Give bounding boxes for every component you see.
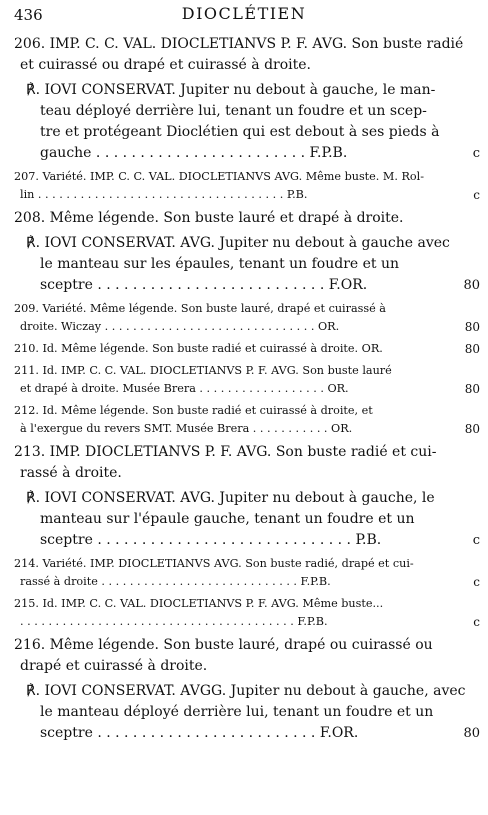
entry-line: le manteau déployé derrière lui, tenant un foudre et un — [40, 704, 434, 720]
entry-line: 216. Même légende. Son buste lauré, drapé ou cuirassé ou — [14, 637, 433, 653]
entry-line: 215. Id. IMP. C. C. VAL. DIOCLETIANVS P. F. AVG. Même buste... — [14, 597, 384, 610]
rarity-mark: 80 — [463, 726, 480, 741]
entry-line: manteau sur l'épaule gauche, tenant un foudre et un — [40, 511, 415, 527]
rarity-mark: 80 — [463, 278, 480, 293]
entry-line-text: 210. Id. Même légende. Son buste radié et cuirassé à droite. OR. — [14, 342, 383, 355]
entry-line: rassé à droite. — [20, 465, 122, 481]
entry-line: 212. Id. Même légende. Son buste radié et cuirassé à droite, et — [14, 404, 373, 417]
entry-line: le manteau sur les épaules, tenant un foudre et un — [40, 256, 400, 272]
entry-216-reverse — [0, 681, 488, 744]
entry-line: tre et protégeant Dioclétien qui est debout à ses pieds à — [40, 124, 440, 140]
entry-line: drapé et cuirassé à droite. — [20, 658, 208, 674]
entry-210 — [0, 340, 488, 358]
rarity-mark: c — [473, 615, 480, 629]
entry-line-text: sceptre . . . . . . . . . . . . . . . . . . . . . . . . . F.OR. — [40, 725, 359, 741]
entry-line: 209. Variété. Même légende. Son buste lauré, drapé et cuirassé à — [14, 302, 386, 315]
rarity-mark: 80 — [464, 422, 480, 436]
entry-line — [0, 318, 488, 336]
entry-line: 207. Variété. IMP. C. C. VAL. DIOCLETIANVS AVG. Même buste. M. Rol- — [14, 170, 424, 183]
rarity-mark: c — [473, 575, 480, 589]
entry-line — [0, 613, 488, 631]
entry-212 — [0, 402, 488, 438]
entry-line-text: à l'exergue du revers SMT. Musée Brera . . . . . . . . . . . OR. — [20, 422, 353, 435]
entry-line-text: rassé à droite . . . . . . . . . . . . . . . . . . . . . . . . . . . . F.P.B. — [20, 575, 331, 588]
entry-line — [0, 143, 488, 164]
entry-line: 213. IMP. DIOCLETIANVS P. F. AVG. Son buste radié et cui- — [14, 444, 437, 460]
rarity-mark: c — [472, 533, 480, 548]
entry-line — [0, 186, 488, 204]
entry-214 — [0, 555, 488, 591]
entry-216 — [0, 635, 488, 677]
entry-208-reverse — [0, 233, 488, 296]
entry-208 — [0, 208, 488, 229]
entry-line: teau déployé derrière lui, tenant un foudre et un scep- — [40, 103, 427, 119]
entry-213 — [0, 442, 488, 484]
entry-line: ℟. IOVI CONSERVAT. AVGG. Jupiter nu debout à gauche, avec — [26, 683, 466, 699]
page-header — [0, 4, 488, 26]
entry-line-text: sceptre . . . . . . . . . . . . . . . . . . . . . . . . . . . . . P.B. — [40, 532, 382, 548]
entry-line: et cuirassé ou drapé et cuirassé à droite. — [20, 57, 311, 73]
entry-line-text: gauche . . . . . . . . . . . . . . . . . . . . . . . . F.P.B. — [40, 145, 348, 161]
entry-line-text: lin . . . . . . . . . . . . . . . . . . . . . . . . . . . . . . . . . . . P.B. — [20, 188, 308, 201]
entry-line-text: sceptre . . . . . . . . . . . . . . . . . . . . . . . . . . F.OR. — [40, 277, 368, 293]
entry-line: 206. IMP. C. C. VAL. DIOCLETIANVS P. F. AVG. Son buste radié — [14, 36, 464, 52]
entry-line — [0, 530, 488, 551]
rarity-mark: c — [472, 146, 480, 161]
rarity-mark: 80 — [464, 342, 480, 356]
rarity-mark: 80 — [464, 382, 480, 396]
entry-line — [0, 275, 488, 296]
entry-line-text: et drapé à droite. Musée Brera . . . . . . . . . . . . . . . . . . OR. — [20, 382, 349, 395]
entry-line — [0, 340, 488, 358]
entry-line — [0, 420, 488, 438]
rarity-mark: c — [473, 188, 480, 202]
entry-line-text: droite. Wiczay . . . . . . . . . . . . . . . . . . . . . . . . . . . . . . OR. — [20, 320, 340, 333]
entry-line: 211. Id. IMP. C. C. VAL. DIOCLETIANVS P. F. AVG. Son buste lauré — [14, 364, 392, 377]
entry-line: ℟. IOVI CONSERVAT. Jupiter nu debout à gauche, le man- — [26, 82, 436, 98]
rarity-mark: 80 — [464, 320, 480, 334]
entry-207 — [0, 168, 488, 204]
entry-211 — [0, 362, 488, 398]
entry-line — [0, 573, 488, 591]
catalogue-entries — [0, 34, 488, 748]
entry-line — [0, 380, 488, 398]
entry-line: ℟. IOVI CONSERVAT. AVG. Jupiter nu debout à gauche avec — [26, 235, 450, 251]
entry-206 — [0, 34, 488, 76]
page-title: DIOCLÉTIEN — [181, 4, 307, 23]
entry-line — [0, 723, 488, 744]
page-number: 436 — [14, 6, 43, 24]
entry-206-reverse — [0, 80, 488, 164]
entry-215 — [0, 595, 488, 631]
entry-213-reverse — [0, 488, 488, 551]
entry-line-text: . . . . . . . . . . . . . . . . . . . . . . . . . . . . . . . . . . . . . . . F.P.B. — [20, 615, 328, 628]
entry-line: ℟. IOVI CONSERVAT. AVG. Jupiter nu debout à gauche, le — [26, 490, 435, 506]
entry-line: 214. Variété. IMP. DIOCLETIANVS AVG. Son buste radié, drapé et cui- — [14, 557, 414, 570]
entry-209 — [0, 300, 488, 336]
entry-line: 208. Même légende. Son buste lauré et drapé à droite. — [14, 210, 404, 226]
